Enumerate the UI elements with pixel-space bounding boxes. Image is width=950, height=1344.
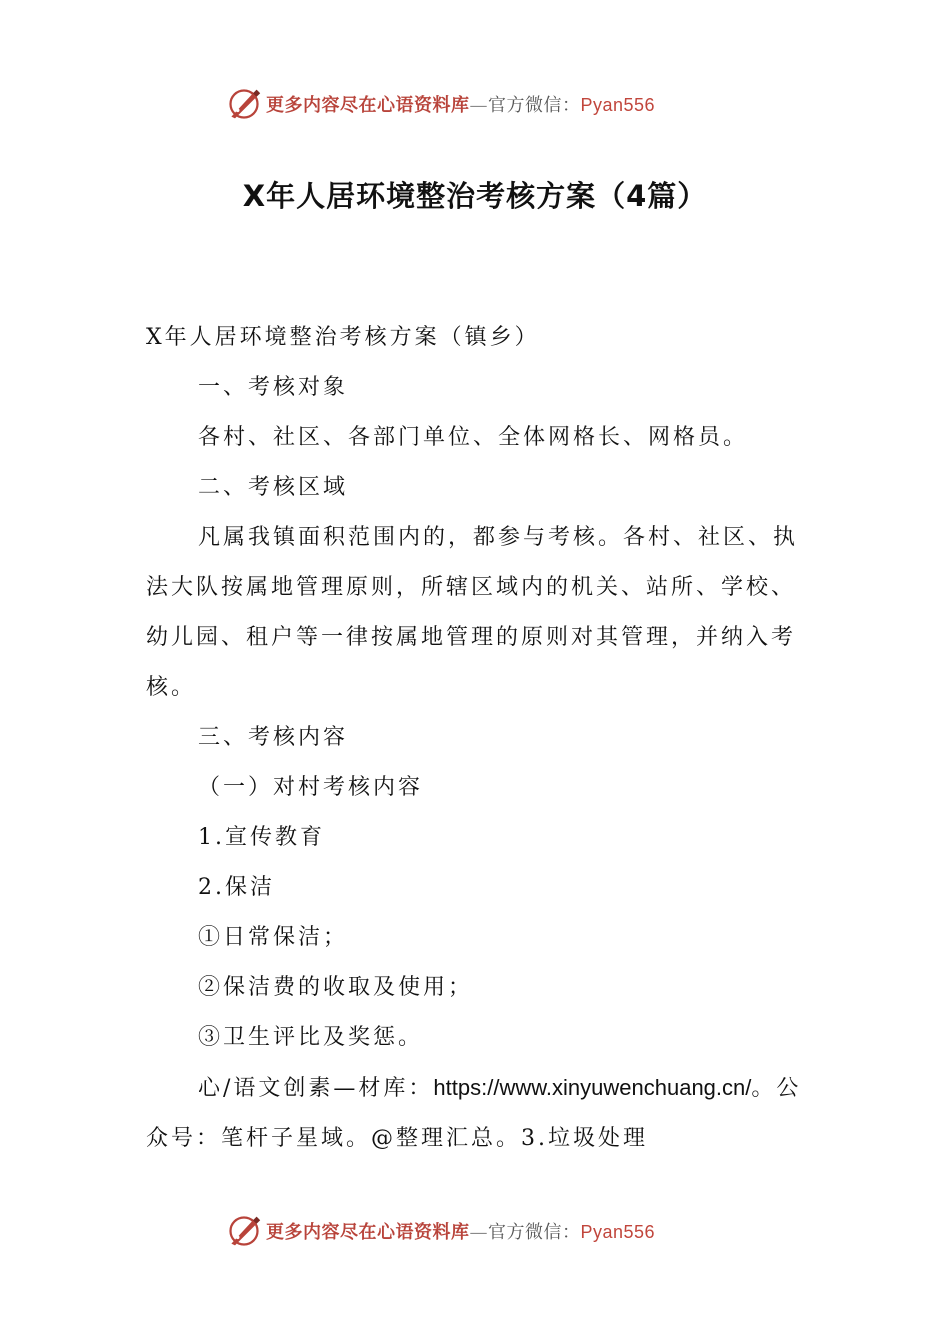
document-body (146, 313, 810, 1164)
list-item: ①日常保洁； (198, 925, 349, 950)
footer-banner (226, 1211, 655, 1251)
pen-logo-icon (226, 1213, 262, 1249)
source-link[interactable]: https://www.xinyuwenchuang.cn/ (433, 1075, 752, 1100)
source-paragraph: 心/语文创素—材库：https://www.xinyuwenchuang.cn/。公众号：笔杆子星域。@整理汇总。3.垃圾处理 (146, 1075, 802, 1151)
paragraph: 各村、社区、各部门单位、全体网格长、网格员。 (198, 425, 749, 450)
banner-text: 更多内容尽在心语资料库—官方微信：Pyan556 (266, 95, 656, 116)
section-heading: 三、考核内容 (198, 725, 349, 750)
section-heading: 一、考核对象 (198, 375, 349, 400)
sub-heading: （一）对村考核内容 (198, 775, 424, 800)
list-item: 1.宣传教育 (198, 825, 325, 850)
banner-text: 更多内容尽在心语资料库—官方微信：Pyan556 (266, 1222, 656, 1243)
pen-logo-icon (226, 86, 262, 122)
list-item: 2.保洁 (198, 875, 275, 900)
section-heading: 二、考核区域 (198, 475, 349, 500)
document-title: X年人居环境整治考核方案（4篇） (242, 179, 708, 213)
paragraph: 凡属我镇面积范围内的，都参与考核。各村、社区、执法大队按属地管理原则，所辖区域内的机关、站所、学校、幼儿园、租户等一律按属地管理的原则对其管理，并纳入考核。 (146, 525, 799, 700)
doc-subtitle: X年人居环境整治考核方案（镇乡） (146, 325, 540, 350)
list-item: ②保洁费的收取及使用； (198, 975, 474, 1000)
header-banner (226, 84, 655, 124)
list-item: ③卫生评比及奖惩。 (198, 1025, 424, 1050)
